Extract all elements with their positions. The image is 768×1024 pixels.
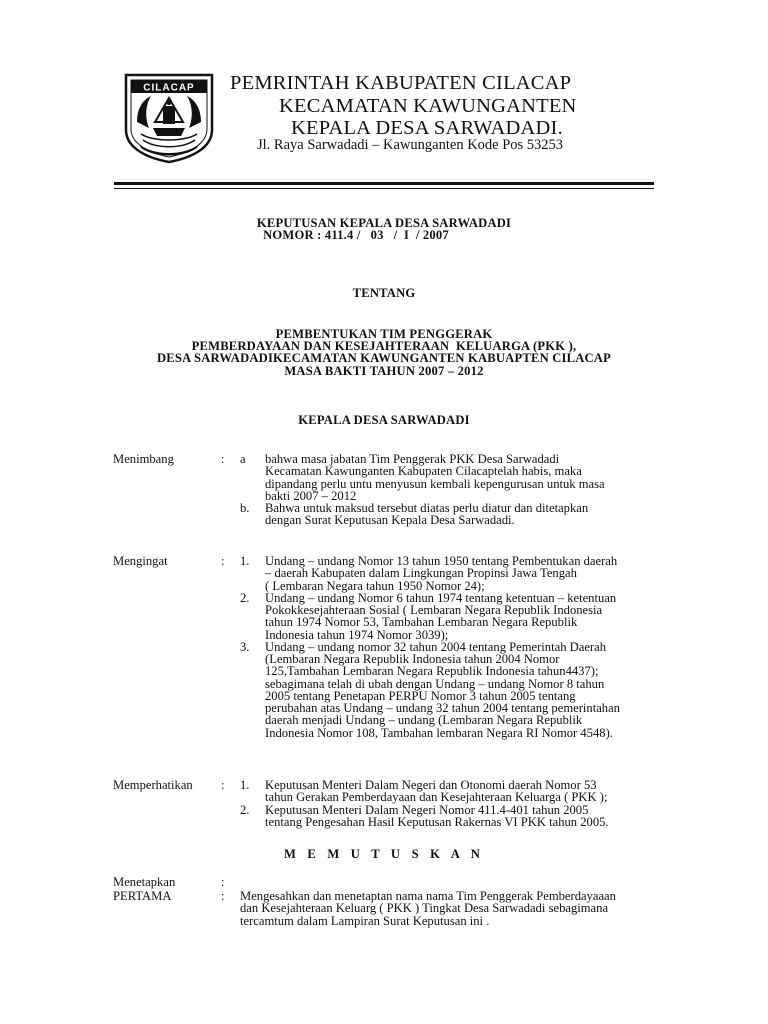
text-line: Bahwa untuk maksud tersebut diatas perlu diatur dan ditetapkan	[265, 501, 589, 515]
item-text	[265, 453, 693, 502]
svg-text:CILACAP: CILACAP	[143, 82, 195, 94]
item-number: a	[240, 452, 246, 466]
cilacap-regency-seal	[123, 72, 215, 164]
text-line: perubahan atas Undang – undang 32 tahun 2004 tentang pemerintahan	[265, 701, 620, 715]
item-text	[265, 779, 693, 804]
subject-line: PEMBERDAYAAN DAN KESEJAHTERAAN KELUARGA (PKK ),	[191, 339, 577, 354]
text-line: bahwa masa jabatan Tim Penggerak PKK Desa Sarwadadi	[265, 452, 560, 466]
decree-subject	[0, 328, 768, 377]
section-label: Menimbang	[113, 452, 174, 466]
item-text	[265, 641, 693, 739]
section-colon: :	[221, 875, 225, 889]
item-number: 3.	[240, 639, 250, 654]
letterhead-line-2: KECAMATAN KAWUNGANTEN	[279, 95, 577, 117]
list-item	[113, 641, 693, 739]
text-line: tercamtum dalam Lampiran Surat Keputusan ini .	[240, 913, 490, 928]
section-mengingat	[113, 555, 693, 739]
memutuskan-heading	[0, 848, 768, 860]
text-line: Undang – undang nomor 32 tahun 2004 tentang Pemerintah Daerah	[265, 639, 606, 654]
list-item	[113, 592, 693, 641]
text-line: Keputusan Menteri Dalam Negeri dan Otonomi daerah Nomor 53	[265, 778, 597, 792]
text-line: sebagimana telah di ubah dengan Undang – undang Nomor 8 tahun	[265, 676, 605, 691]
section-label: Menetapkan	[113, 875, 176, 889]
text-line: Pokokkesejahteraan Sosial ( Lembaran Negara Republik Indonesia	[265, 603, 603, 617]
text-line: Undang – undang Nomor 6 tahun 1974 tentang ketentuan – ketentuan	[265, 590, 617, 605]
text-line: dan Kesejahteraan Keluarg ( PKK ) Tingkat Desa Sarwadadi sebagimana	[240, 901, 609, 916]
subject-line: PEMBENTUKAN TIM PENGGERAK	[275, 327, 493, 341]
item-text	[265, 555, 693, 592]
decree-title: KEPUTUSAN KEPALA DESA SARWADADI	[256, 216, 512, 230]
item-text	[265, 804, 693, 829]
text-line: Kecamatan Kawunganten Kabupaten Cilacaptelah habis, maka	[265, 464, 582, 479]
section-colon: :	[221, 778, 225, 792]
section-label: PERTAMA	[113, 889, 172, 903]
item-text	[265, 592, 693, 641]
letterhead-line-1: PEMRINTAH KABUPATEN CILACAP	[230, 72, 572, 94]
list-item	[113, 555, 693, 592]
letterhead-rule-thin	[114, 188, 654, 189]
memutuskan-text: M E M U T U S K A N	[283, 847, 485, 861]
text-line: – daerah Kabupaten dalam Lingkungan Propinsi Jawa Tengah	[265, 566, 577, 581]
text-line: Indonesia tahun 1974 Nomor 3039);	[265, 627, 449, 642]
section-pertama	[113, 890, 693, 927]
text-line: 2005 tentang Penetapan PERPU Nomor 3 tahun 2005 tentang	[265, 688, 576, 703]
section-colon: :	[221, 554, 225, 568]
subject-line: MASA BAKTI TAHUN 2007 – 2012	[284, 363, 484, 378]
section-memperhatikan	[113, 779, 693, 828]
item-text	[240, 890, 693, 927]
list-item	[113, 779, 693, 804]
section-menimbang	[113, 453, 693, 527]
letterhead-address: Jl. Raya Sarwadadi – Kawunganten Kode Pos 53253	[257, 137, 564, 153]
list-item	[113, 890, 693, 927]
text-line: bakti 2007 – 2012	[265, 488, 357, 503]
item-number: 1.	[240, 554, 250, 568]
text-line: Indonesia Nomor 108, Tambahan lembaran Negara RI Nomor 4548).	[265, 725, 613, 740]
text-line: (Lembaran Negara Republik Indonesia tahun 2004 Nomor	[265, 652, 560, 666]
text-line: tentang Pengesahan Hasil Keputusan Rakernas VI PKK tahun 2005.	[265, 814, 609, 829]
text-line: dipandang perlu untu menyusun kembali kepengurusan untuk masa	[265, 476, 605, 491]
text-line: Undang – undang Nomor 13 tahun 1950 tentang Pembentukan daerah	[265, 554, 618, 568]
letterhead-line-3: KEPALA DESA SARWADADI.	[291, 117, 563, 139]
list-item	[113, 804, 693, 829]
item-number: 2.	[240, 802, 250, 817]
item-number: 2.	[240, 590, 250, 605]
text-line: tahun Gerakan Pemberdayaan dan Kesejahteraan Keluarga ( PKK );	[265, 790, 608, 805]
decree-about: TENTANG	[352, 286, 416, 300]
item-number: 1.	[240, 778, 250, 792]
section-label: Memperhatikan	[113, 778, 193, 792]
decree-title-block	[0, 217, 768, 241]
decree-number: NOMOR : 411.4 / 03 / I / 2007	[263, 228, 449, 243]
text-line: Keputusan Menteri Dalam Negeri Nomor 411.4-401 tahun 2005	[265, 802, 589, 817]
list-item	[113, 453, 693, 502]
text-line: Mengesahkan dan menetaptan nama nama Tim Penggerak Pemberdayaaan	[240, 889, 616, 903]
item-number: b.	[240, 501, 250, 515]
text-line: ( Lembaran Negara tahun 1950 Nomor 24);	[265, 578, 485, 593]
list-item	[113, 502, 693, 527]
section-label: Mengingat	[113, 554, 168, 568]
text-line: daerah menjadi Undang – undang (Lembaran Negara Republik	[265, 713, 583, 728]
section-colon: :	[221, 452, 225, 466]
text-line: 125,Tambahan Lembaran Negara Republik Indonesia tahun4437);	[265, 664, 599, 679]
decree-issuer: KEPALA DESA SARWADADI	[298, 413, 470, 427]
text-line: tahun 1974 Nomor 53, Tambahan Lembaran Negara Republik	[265, 615, 578, 630]
text-line: dengan Surat Keputusan Kepala Desa Sarwadadi.	[265, 513, 515, 528]
subject-line: DESA SARWADADIKECAMATAN KAWUNGANTEN KABUAPTEN CILACAP	[156, 351, 611, 366]
item-text	[265, 502, 693, 527]
section-colon: :	[221, 889, 225, 903]
letterhead-rule-thick	[114, 182, 654, 185]
